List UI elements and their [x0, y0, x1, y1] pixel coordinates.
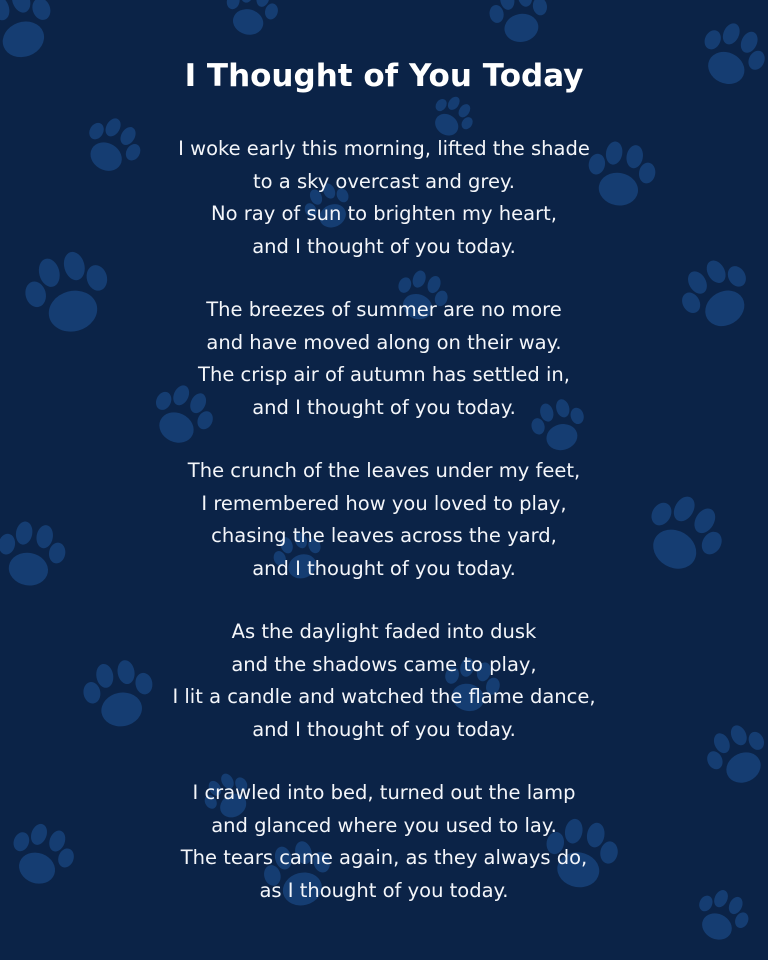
- poem-line: and I thought of you today.: [252, 234, 516, 258]
- poem-title: I Thought of You Today: [184, 58, 584, 94]
- poem-body: [0, 133, 768, 938]
- poem-line: The breezes of summer are no more: [206, 298, 562, 321]
- poem-line: chasing the leaves across the yard,: [211, 524, 557, 547]
- poem-stanza: [0, 133, 768, 294]
- poem-line: The tears came again, as they always do,: [180, 846, 588, 869]
- poem-line: As the daylight faded into dusk: [231, 620, 537, 643]
- poem-stanza: [0, 616, 768, 777]
- poem-line: and I thought of you today.: [252, 717, 516, 741]
- poem-line: to a sky overcast and grey.: [253, 169, 515, 193]
- poem-line: and glanced where you used to lay.: [211, 813, 557, 837]
- poem-line: and I thought of you today.: [252, 395, 516, 419]
- poem-line: I woke early this morning, lifted the shade: [178, 137, 590, 160]
- poem-line: I remembered how you loved to play,: [201, 491, 567, 515]
- poem-line: The crisp air of autumn has settled in,: [198, 363, 570, 386]
- poem-line: I lit a candle and watched the flame dance,: [172, 685, 596, 708]
- poem-line: The crunch of the leaves under my feet,: [187, 459, 581, 482]
- poem-line: and the shadows came to play,: [231, 652, 537, 676]
- poem-stanza: [0, 777, 768, 938]
- poem-line: and have moved along on their way.: [206, 330, 562, 354]
- poem-line: and I thought of you today.: [252, 556, 516, 580]
- poem-stanza: [0, 455, 768, 616]
- poem-line: No ray of sun to brighten my heart,: [211, 202, 557, 225]
- poem-line: as I thought of you today.: [259, 878, 509, 902]
- poem-stanza: [0, 294, 768, 455]
- poem-line: I crawled into bed, turned out the lamp: [192, 781, 576, 804]
